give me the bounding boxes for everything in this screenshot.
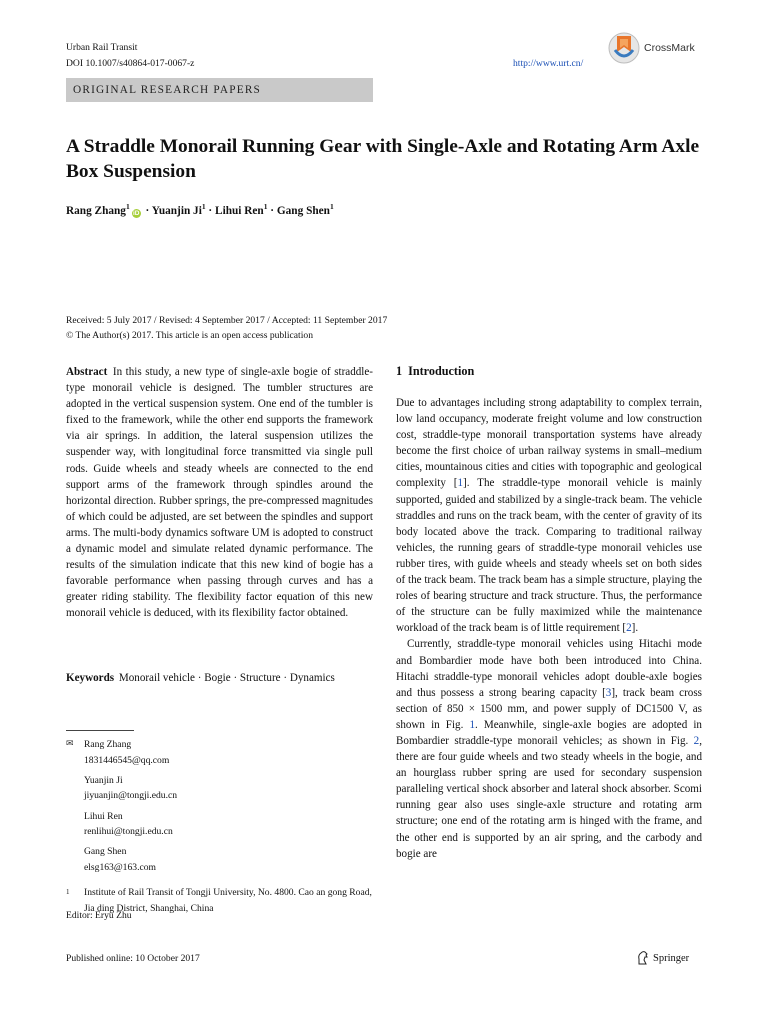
- keywords-text: Monorail vehicle · Bogie · Structure · Dynamics: [118, 672, 335, 684]
- keywords-label: Keywords: [66, 672, 115, 684]
- text-run: , there are four guide wheels and two steady wheels in the bogie, and an hourglass rubber spring are used for secondary suspension paralleling vertical shock absorber and lateral shock absorber. Scomi running gear also uses single-axle structure and rotating arm structure; one end of the rotating arm is hinged with the frame, and the other end is supported by an air spring, and the carbody and bogie are: [396, 734, 702, 860]
- text-run: ].: [631, 622, 639, 635]
- paragraph: [396, 395, 702, 636]
- citation-link[interactable]: 2: [626, 622, 632, 635]
- affiliation-marker: 1: [125, 202, 130, 211]
- contact-email[interactable]: jiyuanjin@tongji.edu.cn: [84, 790, 178, 802]
- citation-link[interactable]: 1: [457, 477, 464, 490]
- affiliation-marker: 1: [263, 202, 268, 211]
- published-date: Published online: 10 October 2017: [66, 953, 200, 964]
- section-heading: [396, 364, 474, 379]
- affiliation-marker: 1: [201, 202, 206, 211]
- author-name[interactable]: Yuanjin Ji: [151, 204, 202, 217]
- publisher-name: Springer: [653, 952, 690, 964]
- copyright-line: © The Author(s) 2017. This article is an open access publication: [66, 329, 313, 341]
- figure-link[interactable]: 2: [693, 734, 700, 747]
- crossmark-label: CrossMark: [644, 42, 695, 54]
- text-run: ]. The straddle-type monorail vehicle is mainly supported, guided and stabilized by a single-track beam. The vehicle straddles and runs on the track beam, with the center of gravity of its body located above the track. Comparing to traditional railway vehicles, the running gears of straddle-type monorail vehicles use rubber tires, with guide wheels and steady wheels set on both sides of the track beam. The track beam has a simple structure, playing the roles of bearing structure and track structure. Thus, the performance of the structure can be fully maximized while the maintenance workload of the track beam is of little requirement [: [396, 477, 702, 635]
- text-run: ], track beam cross section of 850 × 1500 mm, and power supply of DC1500 V, as shown in Fig.: [396, 686, 702, 731]
- author-separator: ·: [142, 204, 152, 217]
- paragraph: [396, 636, 702, 861]
- contact-name: Lihui Ren: [84, 810, 123, 822]
- abstract-text: In this study, a new type of single-axle bogie of straddle-type monorail vehicle is designed. The tumbler structures are adopted in the vertical suspension system. One end of the tumbler is fixed to the framework, while the other end supports the framework via air springs. In addition, the lateral suspension utilizes the suspender way, with longitudinal force transmitted via single pull rods. Guide wheels and steady wheels are connected to the end support arms of the framework through spindles around the horizontal direction. Rubber springs, the pre-compressed magnitudes of which could be adjusted, are set between the spindles and support arms. The multi-body dynamics software UM is adopted to construct a dynamic model and simulate related dynamic performance. The results of the simulation indicate that this new kind of bogie has a favorable performance when passing through curves and has a greater riding stability. The flexibility factor equation of this new monorail vehicle is deduced, with its flexibility factor obtained.: [66, 366, 374, 620]
- author-name[interactable]: Rang Zhang: [66, 204, 126, 217]
- doi: DOI 10.1007/s40864-017-0067-z: [66, 58, 195, 69]
- author-list: [66, 202, 334, 218]
- affiliation-number: 1: [66, 888, 70, 897]
- citation-link[interactable]: 3: [605, 686, 612, 699]
- text-run: . Meanwhile, single-axle bogies are adopted in Bombardier straddle-type monorail vehicles; as shown in Fig.: [396, 718, 702, 747]
- author-name[interactable]: Lihui Ren: [215, 204, 264, 217]
- author-separator: ·: [267, 204, 277, 217]
- contact-entry: [66, 773, 373, 804]
- springer-horse-icon: [637, 951, 649, 965]
- envelope-icon[interactable]: ✉: [66, 739, 74, 749]
- publisher-logo: [637, 951, 689, 965]
- contact-name: Rang Zhang: [84, 739, 132, 750]
- abstract-label: Abstract: [66, 366, 108, 378]
- contact-name: Yuanjin Ji: [84, 774, 123, 786]
- contact-email[interactable]: elsg163@163.com: [84, 861, 156, 873]
- contact-email[interactable]: renlihui@tongji.edu.cn: [84, 826, 173, 838]
- author-separator: ·: [205, 204, 216, 217]
- crossmark-badge[interactable]: [608, 32, 695, 64]
- editor-line: Editor: Eryu Zhu: [66, 910, 132, 921]
- paper-title: A Straddle Monorail Running Gear with Single-Axle and Rotating Arm Axle Box Suspension: [66, 136, 700, 182]
- footnote-divider: [66, 730, 134, 731]
- contact-email[interactable]: 1831446545@qq.com: [84, 754, 170, 766]
- figure-link[interactable]: 1: [469, 718, 476, 731]
- crossmark-icon: [608, 32, 640, 64]
- journal-url-link[interactable]: http://www.urt.cn/: [513, 58, 584, 69]
- contact-name: Gang Shen: [84, 846, 127, 858]
- article-history: [66, 314, 387, 343]
- journal-name: Urban Rail Transit: [66, 42, 138, 53]
- affiliation-marker: 1: [329, 202, 334, 211]
- author-name[interactable]: Gang Shen: [276, 204, 330, 217]
- contact-entry: [66, 809, 373, 840]
- abstract: [66, 364, 373, 622]
- contact-entry: [66, 737, 373, 768]
- section-title: Introduction: [408, 364, 475, 378]
- keywords: [66, 670, 373, 686]
- dates-line: Received: 5 July 2017 / Revised: 4 September 2017 / Accepted: 11 September 2017: [66, 315, 388, 326]
- affiliation-text: Institute of Rail Transit of Tongji University, No. 4800. Cao an gong Road, Jia ding District, Shanghai, China: [84, 887, 372, 914]
- text-run: Currently, straddle-type monorail vehicles using Hitachi mode and Bombardier mode have both been introduced into China. Hitachi straddle-type monorail vehicles adopt double-axle bogies and thus possess a strong bearing capacity [: [396, 638, 702, 699]
- contact-entry: [66, 844, 373, 875]
- introduction-body: [396, 395, 702, 862]
- author-contacts: [66, 737, 373, 916]
- section-number: 1: [396, 364, 403, 378]
- text-run: Due to advantages including strong adaptability to complex terrain, low land occupancy, moderate freight volume and low construction cost, straddle-type monorail transportation systems have already become the first choice of urban railway systems in small–medium cities, mountainous cities and cities with topographic and geological complexity [: [396, 397, 702, 490]
- orcid-icon[interactable]: iD: [132, 209, 140, 217]
- article-type-banner: ORIGINAL RESEARCH PAPERS: [66, 78, 373, 102]
